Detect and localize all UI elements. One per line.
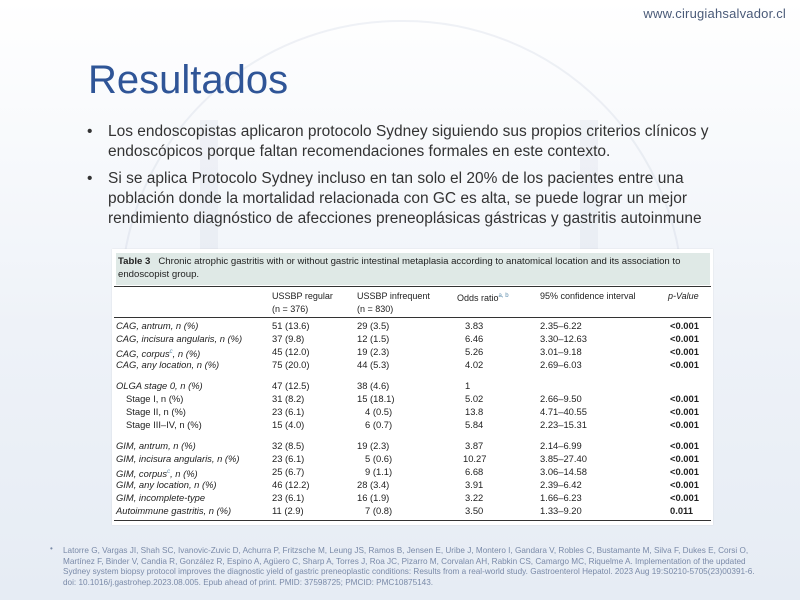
bullet-list — [80, 122, 740, 236]
cell-odds-ratio: 10.27 — [463, 453, 487, 464]
cell-infrequent: 7 (0.8) — [365, 505, 393, 516]
row-label: CAG, antrum, n (%) — [116, 320, 199, 331]
bullet-item — [80, 169, 740, 229]
citation-marker: • — [50, 544, 53, 553]
cell-p-value: <0.001 — [670, 492, 699, 503]
cell-ci: 3.01–9.18 — [540, 346, 582, 357]
cell-odds-ratio: 6.46 — [465, 333, 484, 344]
table-label: Table 3 — [118, 256, 151, 267]
cell-p-value: <0.001 — [670, 320, 699, 331]
cell-regular: 15 (4.0) — [272, 419, 305, 430]
row-label: CAG, corpus$^c$, n (%) — [116, 348, 201, 360]
table-caption — [116, 253, 710, 285]
cell-infrequent: 44 (5.3) — [357, 359, 390, 370]
cell-ci: 2.66–9.50 — [540, 393, 582, 404]
cell-regular: 25 (6.7) — [272, 466, 305, 477]
table-caption-text: Chronic atrophic gastritis with or without gastric intestinal metaplasia according to anatomical location and its association to endoscopist group. — [118, 256, 681, 280]
row-label: Autoimmune gastritis, n (%) — [116, 505, 232, 516]
results-table — [112, 249, 713, 525]
cell-ci: 2.35–6.22 — [540, 320, 582, 331]
cell-p-value: <0.001 — [670, 346, 699, 357]
cell-odds-ratio: 3.91 — [465, 479, 484, 490]
cell-infrequent: 9 (1.1) — [365, 466, 393, 477]
cell-p-value: <0.001 — [670, 359, 699, 370]
row-label: GIM, any location, n (%) — [116, 479, 217, 490]
header-regular: USSBP regular (n = 376) — [272, 291, 333, 314]
header-p-value: p-Value — [668, 291, 699, 301]
cell-infrequent: 12 (1.5) — [357, 333, 390, 344]
cell-p-value: <0.001 — [670, 440, 699, 451]
cell-regular: 11 (2.9) — [272, 505, 304, 516]
row-label: CAG, incisura angularis, n (%) — [116, 333, 243, 344]
cell-ci: 3.06–14.58 — [540, 466, 587, 477]
row-label: Stage I, n (%) — [126, 393, 184, 404]
slide-title: Resultados — [88, 58, 289, 102]
cell-odds-ratio: 5.84 — [465, 419, 484, 430]
cell-infrequent: 38 (4.6) — [357, 380, 390, 391]
table-rule-header — [114, 317, 711, 318]
row-label: GIM, corpus$^c$, n (%) — [116, 468, 198, 480]
cell-odds-ratio: 3.83 — [465, 320, 484, 331]
cell-odds-ratio: 3.87 — [465, 440, 484, 451]
cell-regular: 23 (6.1) — [272, 406, 305, 417]
cell-regular: 47 (12.5) — [272, 380, 310, 391]
cell-infrequent: 16 (1.9) — [357, 492, 390, 503]
cell-p-value: <0.001 — [670, 393, 699, 404]
bullet-marker: • — [87, 123, 93, 140]
row-label: GIM, antrum, n (%) — [116, 440, 196, 451]
cell-odds-ratio: 5.26 — [465, 346, 484, 357]
cell-regular: 46 (12.2) — [272, 479, 310, 490]
cell-ci: 2.14–6.99 — [540, 440, 582, 451]
table-rule-top — [114, 286, 711, 287]
cell-infrequent: 5 (0.6) — [365, 453, 393, 464]
cell-ci: 4.71–40.55 — [540, 406, 587, 417]
row-label: GIM, incisura angularis, n (%) — [116, 453, 240, 464]
row-label: OLGA stage 0, n (%) — [116, 380, 203, 391]
cell-odds-ratio: 3.50 — [465, 505, 484, 516]
cell-infrequent: 4 (0.5) — [365, 406, 393, 417]
cell-p-value: <0.001 — [670, 453, 699, 464]
header-odds-ratio: Odds ratio$^{a, b}$ — [457, 293, 509, 303]
row-label: Stage II, n (%) — [126, 406, 186, 417]
cell-regular: 23 (6.1) — [272, 453, 305, 464]
bullet-text: Los endoscopistas aplicaron protocolo Sydney siguiendo sus propios criterios clínicos y endoscópicos porque faltan recomendaciones formales en este contexto. — [108, 123, 709, 160]
website-url: www.cirugiahsalvador.cl — [643, 6, 786, 21]
cell-odds-ratio: 6.68 — [465, 466, 484, 477]
cell-odds-ratio: 4.02 — [465, 359, 484, 370]
cell-regular: 51 (13.6) — [272, 320, 310, 331]
cell-infrequent: 19 (2.3) — [357, 346, 390, 357]
cell-regular: 32 (8.5) — [272, 440, 305, 451]
cell-p-value: <0.001 — [670, 479, 699, 490]
header-ci: 95% confidence interval — [540, 291, 636, 301]
cell-infrequent: 15 (18.1) — [357, 393, 395, 404]
cell-p-value: <0.001 — [670, 333, 699, 344]
cell-ci: 3.85–27.40 — [540, 453, 587, 464]
row-label: Stage III–IV, n (%) — [126, 419, 202, 430]
cell-regular: 75 (20.0) — [272, 359, 310, 370]
cell-ci: 1.33–9.20 — [540, 505, 582, 516]
cell-p-value: <0.001 — [670, 406, 699, 417]
row-label: GIM, incomplete-type — [116, 492, 206, 503]
cell-regular: 23 (6.1) — [272, 492, 305, 503]
bullet-item — [80, 122, 740, 162]
cell-infrequent: 19 (2.3) — [357, 440, 390, 451]
cell-regular: 37 (9.8) — [272, 333, 305, 344]
cell-regular: 31 (8.2) — [272, 393, 305, 404]
cell-ci: 2.69–6.03 — [540, 359, 582, 370]
cell-ci: 2.39–6.42 — [540, 479, 582, 490]
row-label: CAG, any location, n (%) — [116, 359, 220, 370]
table-rule-bottom — [114, 520, 711, 521]
cell-ci: 3.30–12.63 — [540, 333, 587, 344]
bullet-marker: • — [87, 170, 93, 187]
cell-infrequent: 6 (0.7) — [365, 419, 393, 430]
cell-p-value: <0.001 — [670, 466, 699, 477]
cell-infrequent: 29 (3.5) — [357, 320, 390, 331]
bullet-text: Si se aplica Protocolo Sydney incluso en tan solo el 20% de los pacientes entre una población donde la mortalidad relacionada con GC es alta, se puede lograr un mejor rendimiento diagnóstico de afecciones preneoplásicas gástricas y gastritis autoinmune — [108, 170, 702, 227]
cell-odds-ratio: 3.22 — [465, 492, 484, 503]
cell-infrequent: 28 (3.4) — [357, 479, 390, 490]
cell-p-value: 0.011 — [670, 505, 693, 516]
cell-ci: 2.23–15.31 — [540, 419, 587, 430]
citation-text: Latorre G, Vargas JI, Shah SC, Ivanovic-Zuvic D, Achurra P, Fritzsche M, Leung JS, Ramos B, Jensen E, Uribe J, Montero I, Gandara V, Robles C, Bustamante M, Silva F, Dukes E, Corsi O, Martínez F, Binder V, Candia R, González R, Espino A, Agüero C, Sharp A, Torres J, Roa JC, Pizarro M, Corvalan AH, Rabkin CS, Camargo MC, Riquelme A. Implementation of the updated Sydney system biopsy protocol improves the diagnostic yield of gastric preneoplastic conditions: Results from a real-world study. Gastroenterol Hepatol. 2023 Aug 19:S0210-5705(23)00391-6. doi: 10.1016/j.gastrohep.2023.08.005. Epub ahead of print. PMID: 37598725; PMCID: PMC10875143. — [63, 546, 755, 587]
cell-ci: 1.66–6.23 — [540, 492, 582, 503]
cell-odds-ratio: 5.02 — [465, 393, 484, 404]
header-infrequent: USSBP infrequent (n = 830) — [357, 291, 430, 314]
cell-regular: 45 (12.0) — [272, 346, 310, 357]
cell-p-value: <0.001 — [670, 419, 699, 430]
cell-odds-ratio: 1 — [465, 380, 471, 391]
cell-odds-ratio: 13.8 — [465, 406, 484, 417]
